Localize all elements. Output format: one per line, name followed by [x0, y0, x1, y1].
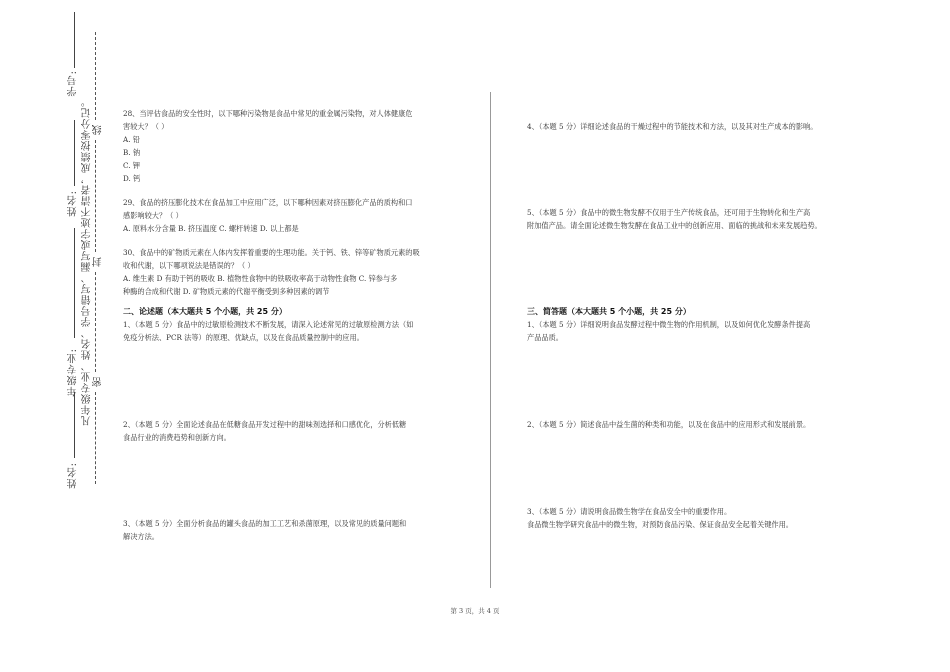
short-1-line2: 产品品质。: [527, 333, 563, 342]
q28-stem-line2: 害较大？（ ）: [123, 122, 169, 131]
grade-major-line: [74, 228, 75, 338]
seal-dash-2: [95, 140, 96, 252]
page-footer: 第 3 页，共 4 页: [450, 607, 500, 615]
short-question-3: [527, 505, 872, 531]
short-question-2: [527, 418, 872, 431]
essay-question-4: [527, 120, 872, 133]
binding-margin: [0, 0, 110, 672]
name-label: 姓名:: [68, 190, 79, 217]
essay-2-line2: 食品行业的消费趋势和创新方向。: [123, 433, 231, 442]
essay-question-5: [527, 206, 872, 232]
short-2-text: 2、（本题 5 分）简述食品中益生菌的种类和功能，以及在食品中的应用形式和发展前景。: [527, 420, 811, 429]
seal-xian: 线: [93, 124, 104, 135]
essay-section-title: 二、论述题（本大题共 5 个小题，共 25 分）: [123, 307, 287, 316]
question-28: [123, 107, 468, 185]
q30-options-line1: A. 维生素 D 有助于钙的吸收 B. 植物性食物中的铁吸收率高于动物性食物 C. 锌参与多: [123, 274, 398, 283]
short-3-line2: 食品微生物学研究食品中的微生物，对预防食品污染、保证食品安全起着关键作用。: [527, 520, 793, 529]
school-line: [74, 392, 75, 458]
q28-option-b: B. 钠: [123, 148, 141, 157]
q29-stem-line2: 感影响较大？（ ）: [123, 211, 183, 220]
q29-options: A. 原料水分含量 B. 挤压温度 C. 螺杆转速 D. 以上都是: [123, 224, 299, 233]
essay-1-line2: 免疫分析法、PCR 法等）的原理、优缺点，以及在食品质量控制中的应用。: [123, 333, 364, 342]
q28-option-c: C. 钾: [123, 161, 140, 170]
essay-question-2: [123, 418, 468, 444]
essay-5-line1: 5、（本题 5 分）食品中的微生物发酵不仅用于生产传统食品，还可用于生物转化和生产高: [527, 208, 811, 217]
essay-question-1: [123, 318, 468, 344]
seal-dash-1: [95, 32, 96, 120]
question-29: [123, 196, 468, 235]
seal-feng: 封: [93, 256, 104, 267]
q30-stem-line1: 30、食品中的矿物质元素在人体内发挥着重要的生理功能。关于钙、铁、锌等矿物质元素的吸: [123, 248, 420, 257]
seal-dash-3: [95, 272, 96, 372]
q28-option-d: D. 钙: [123, 174, 141, 183]
essay-question-3: [123, 517, 468, 543]
essay-3-line1: 3、（本题 5 分）全面分析食品的罐头食品的加工工艺和杀菌原理，以及常见的质量问题和: [123, 519, 407, 528]
seal-mi: 密: [93, 376, 104, 387]
essay-3-line2: 解决方法。: [123, 532, 159, 541]
student-no-line: [74, 12, 75, 68]
q28-option-a: A. 铅: [123, 135, 140, 144]
short-3-line1: 3、（本题 5 分）请说明食品微生物学在食品安全中的重要作用。: [527, 507, 732, 516]
essay-2-line1: 2、（本题 5 分）全面论述食品在低糖食品开发过程中的甜味剂选择和口感优化，分析低糖: [123, 420, 407, 429]
q29-stem-line1: 29、食品的挤压膨化技术在食品加工中应用广泛，以下哪种因素对挤压膨化产品的质构和口: [123, 198, 413, 207]
q30-stem-line2: 收和代谢，以下哪项说法是错误的？（ ）: [123, 261, 255, 270]
grade-major-label: 年级专业:: [68, 348, 79, 397]
school-label: 姓名:: [68, 462, 79, 489]
question-30: [123, 246, 468, 298]
q28-stem-line1: 28、当评估食品的安全性时，以下哪种污染物是食品中常见的重金属污染物，对人体健康危: [123, 109, 413, 118]
essay-5-line2: 附加值产品。请全面论述微生物发酵在食品工业中的创新应用、面临的挑战和未来发展趋势。: [527, 221, 822, 230]
essay-1-line1: 1、（本题 5 分）食品中的过敏原检测技术不断发展，请深入论述常见的过敏原检测方法（如: [123, 320, 414, 329]
short-1-line1: 1、（本题 5 分）详细说明食品发酵过程中微生物的作用机制，以及如何优化发酵条件提高: [527, 320, 811, 329]
left-column: [123, 107, 468, 298]
name-line: [74, 120, 75, 186]
seal-dash-4: [95, 392, 96, 484]
essay-4-text: 4、（本题 5 分）详细论述食品的干燥过程中的节能技术和方法，以及其对生产成本的影响。: [527, 122, 818, 131]
notice-text: 凡年级专业、姓名、学号错写、漏写或字迹不清者，成绩按零分记。: [82, 96, 93, 426]
column-divider: [490, 92, 491, 588]
short-question-1: [527, 318, 872, 344]
q30-options-line2: 种酶的合成和代谢 D. 矿物质元素的代谢平衡受到多种因素的调节: [123, 287, 330, 296]
student-no-label: 学号:: [68, 70, 79, 97]
short-answer-section-title: 三、简答题（本大题共 5 个小题，共 25 分）: [527, 307, 691, 316]
